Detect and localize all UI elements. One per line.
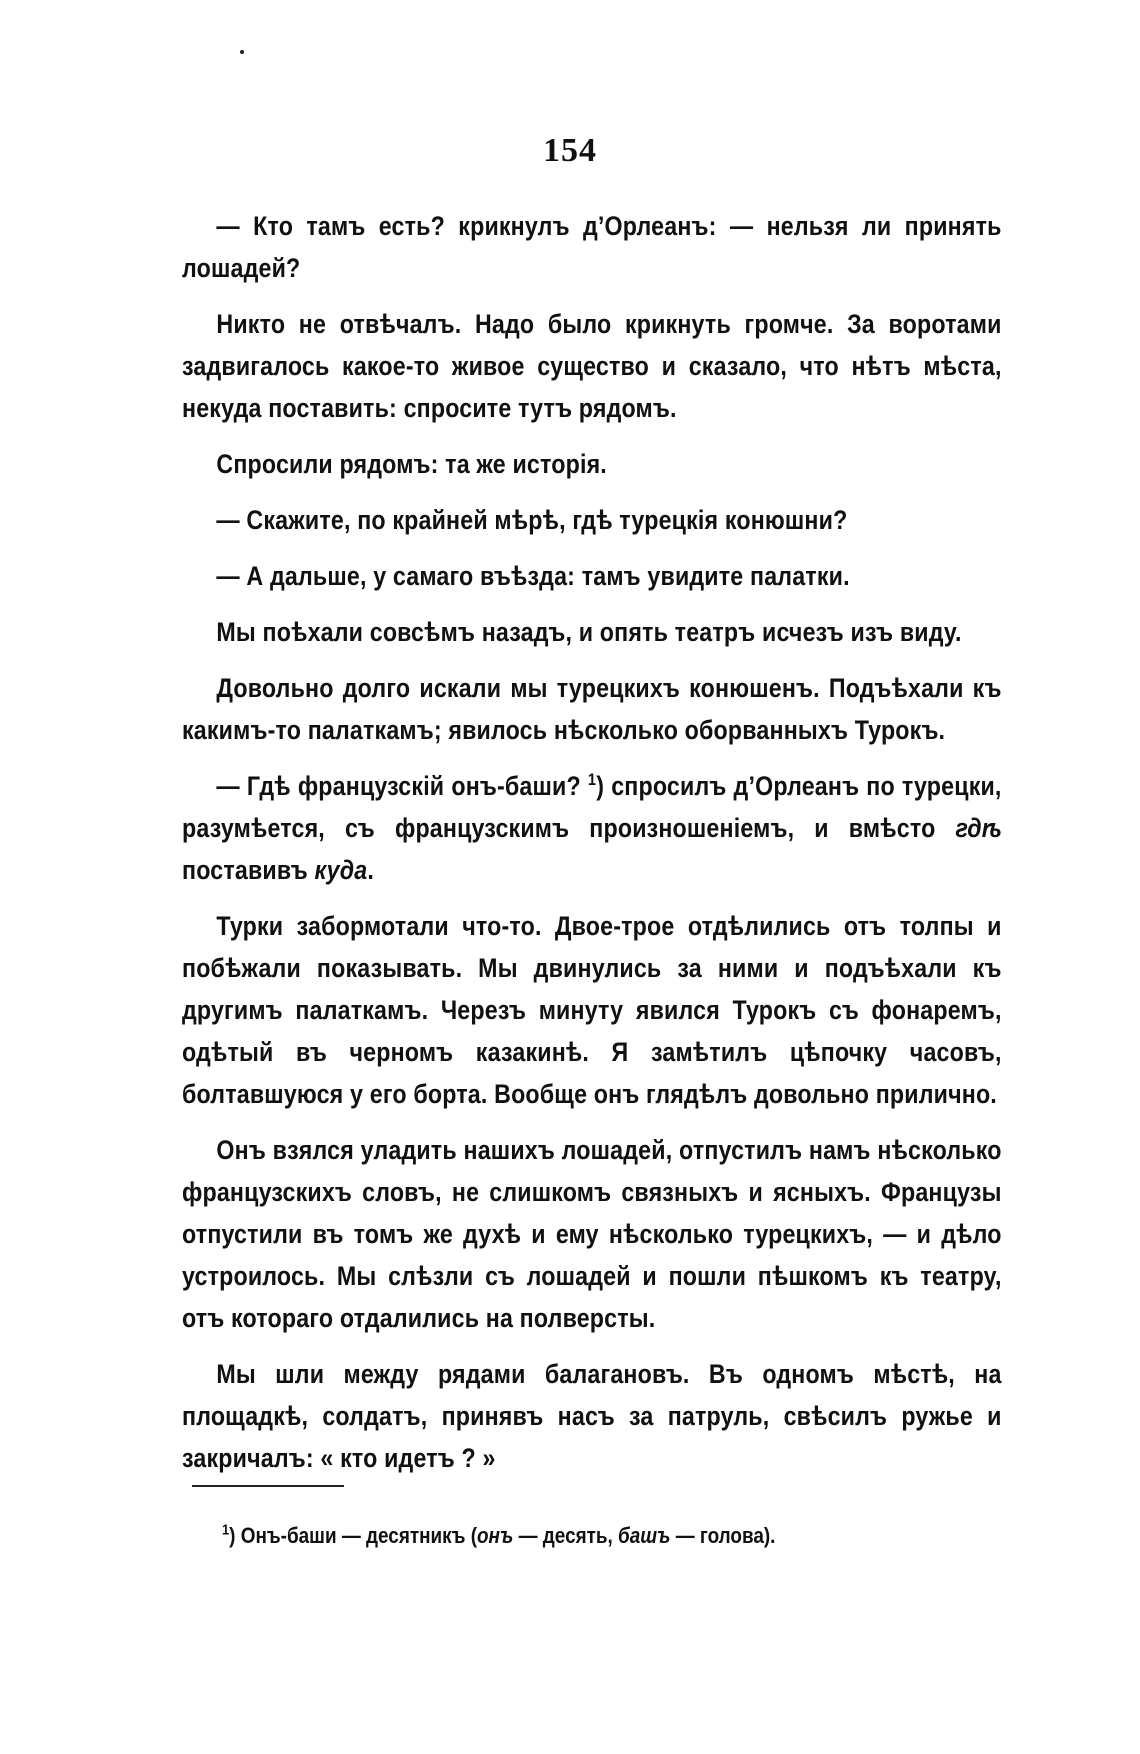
paragraph-6: Мы поѣхали совсѣмъ назадъ, и опять театръ исчезъ изъ виду. — [216, 617, 962, 647]
footnote-marker: 1 — [222, 1521, 230, 1539]
p8-italic-gde: гдѣ — [955, 813, 1002, 843]
footnote-before: ) Онъ-баши — десятникъ ( — [229, 1523, 478, 1548]
paragraph-1: — Кто тамъ есть? крикнулъ д’Орлеанъ: — нельзя ли принять лошадей? — [182, 211, 1002, 283]
paragraph-3: Спросили рядомъ: та же исторія. — [216, 449, 607, 479]
footnote-italic-bash: башъ — [618, 1523, 671, 1548]
body-text — [182, 205, 1002, 1493]
paragraph-4: — Скажите, по крайней мѣрѣ, гдѣ турецкія конюшни? — [216, 505, 848, 535]
paragraph-7: Довольно долго искали мы турецкихъ конюшенъ. Подъѣхали къ какимъ-то палаткамъ; явилось нѣсколько оборванныхъ Турокъ. — [182, 673, 1002, 745]
paragraph-9: Турки забормотали что-то. Двое-трое отдѣлились отъ толпы и побѣжали показывать. Мы двинулись за ними и подъѣхали къ другимъ палаткамъ. Черезъ минуту явился Турокъ съ фонаремъ, одѣтый въ черномъ казакинѣ. Я замѣтилъ цѣпочку часовъ, болтавшуюся у его борта. Вообще онъ глядѣлъ довольно прилично. — [182, 911, 1002, 1109]
footnote-italic-on: онъ — [477, 1523, 514, 1548]
footnote-end: — голова). — [670, 1523, 776, 1548]
print-speck — [240, 50, 244, 54]
p8-end: . — [367, 855, 375, 885]
paragraph-10: Онъ взялся уладить нашихъ лошадей, отпустилъ намъ нѣсколько французскихъ словъ, не слишкомъ связныхъ и ясныхъ. Французы отпустили въ томъ же духѣ и ему нѣсколько турецкихъ, — и дѣло устроилось. Мы слѣзли съ лошадей и пошли пѣшкомъ къ театру, отъ котораго отдалились на полверсты. — [182, 1135, 1002, 1333]
footnote-divider — [192, 1485, 344, 1487]
paragraph-2: Никто не отвѣчалъ. Надо было крикнуть громче. За воротами задвигалось какое-то живое существо и сказало, что нѣтъ мѣста, некуда поставить: спросите тутъ рядомъ. — [182, 309, 1002, 423]
p8-middle: поставивъ — [182, 855, 315, 885]
p8-after-sup: ) спросилъ д’Орлеанъ по турецки, разумѣется, съ французскимъ произношеніемъ, и вмѣсто — [182, 771, 1002, 843]
paragraph-11: Мы шли между рядами балагановъ. Въ одномъ мѣстѣ, на площадкѣ, солдатъ, принявъ насъ за патруль, свѣсилъ ружье и закричалъ: « кто идетъ ? » — [182, 1359, 1002, 1473]
p8-italic-kuda: куда — [314, 855, 368, 885]
paragraph-8 — [182, 765, 1002, 891]
footnote-middle: — десять, — [513, 1523, 619, 1548]
paragraph-5: — А дальше, у самаго въѣзда: тамъ увидите палатки. — [216, 561, 850, 591]
page-number: 154 — [543, 132, 597, 169]
footnote — [222, 1520, 775, 1552]
footnote-reference: 1 — [587, 770, 597, 789]
p8-before-sup: — Гдѣ французскій онъ-баши? — [216, 771, 588, 801]
